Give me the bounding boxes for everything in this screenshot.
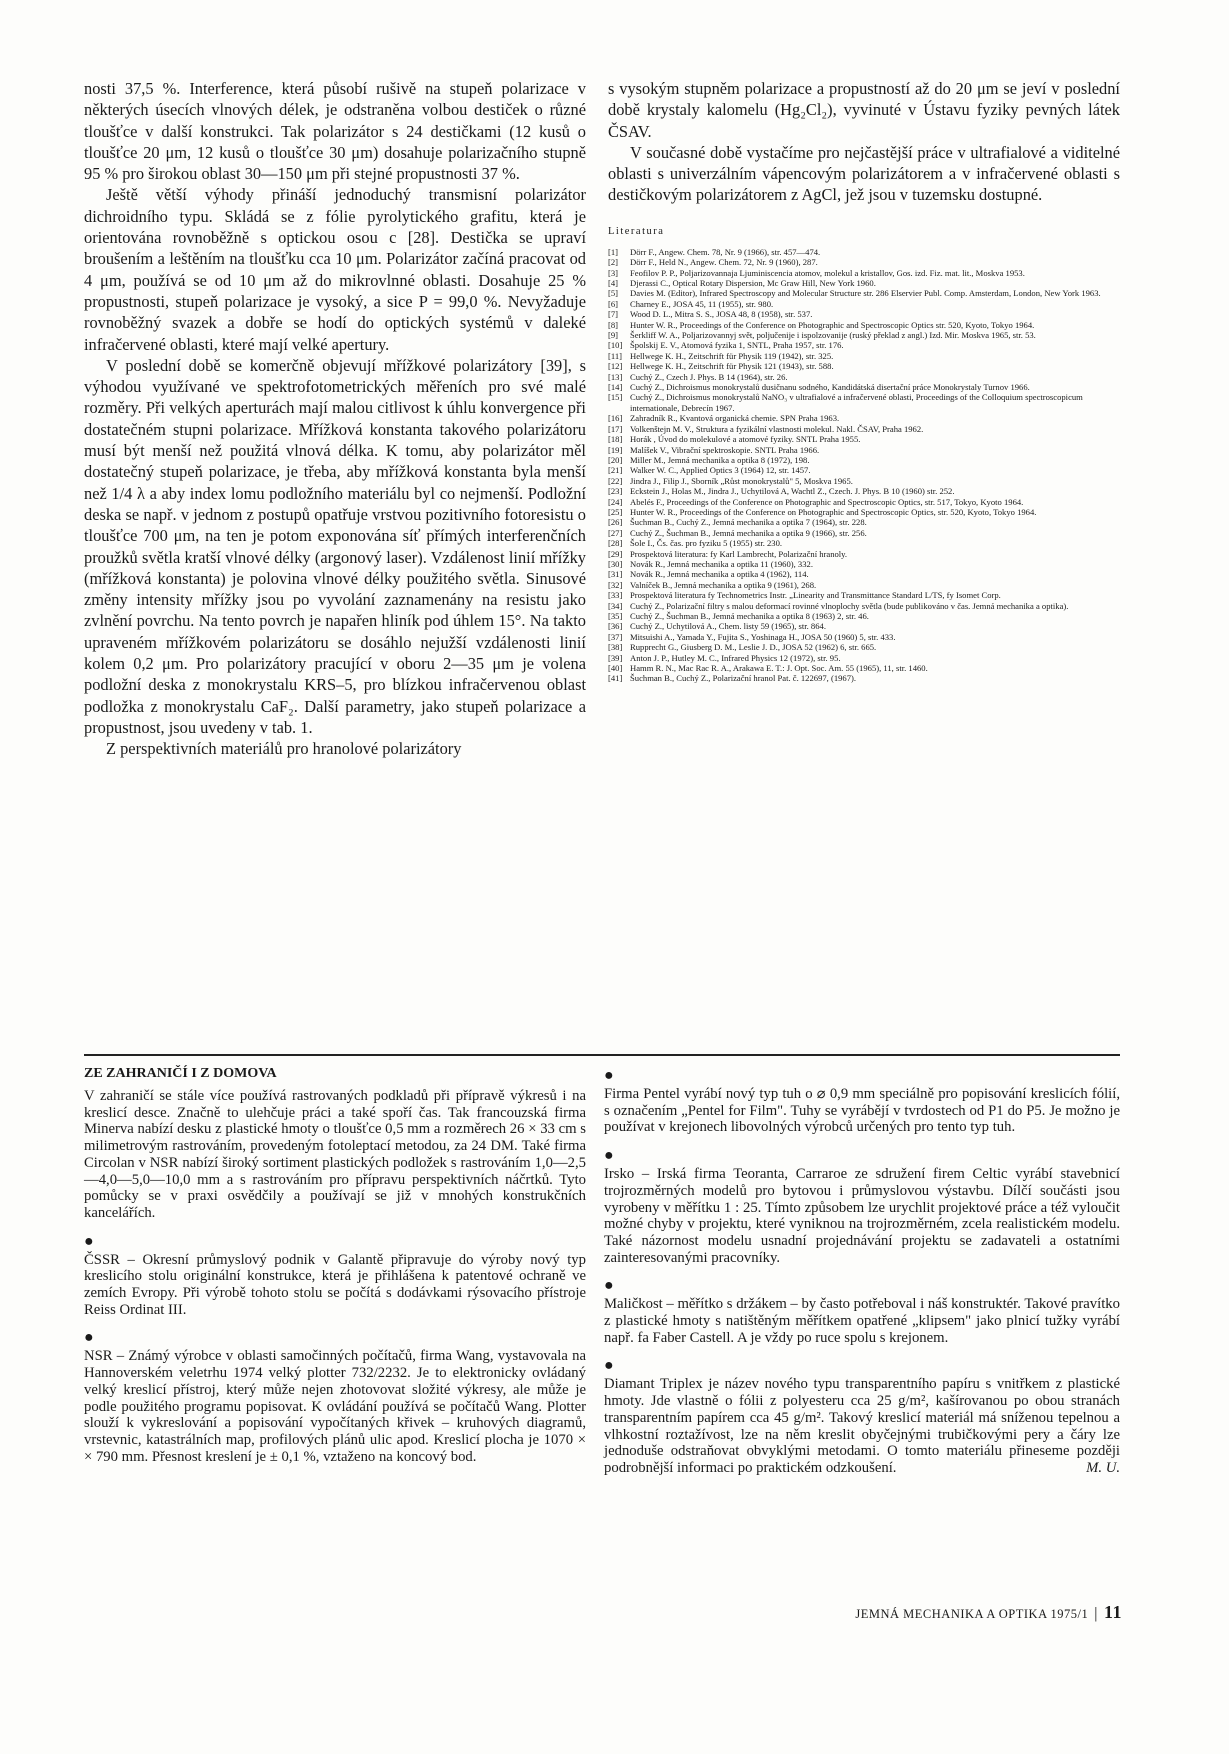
reference-item xyxy=(608,434,1120,444)
article-paragraph: Ještě větší výhody přináší jednoduchý transmisní polarizátor dichroidního typu. Skládá se z fólie pyrolytického grafitu, která je orientována rovnoběžně s optickou osou c [28]. Destička se upraví broušením a leštěním na tloušťku cca 10 μm. Polarizátor začíná pracovat od 4 μm, používá se od 10 μm až do mikrovlnné oblasti. Dosahuje 25 % propustnosti, stupeň polarizace je vysoký, a sice P = 99,0 %. Nevyžaduje rovnoběžný svazek a dobře se hodí do optických systémů v daleké infračervené oblasti, které mají velké apertury. xyxy=(84,185,586,354)
bullet-icon: ● xyxy=(604,1357,614,1375)
reference-text: Prospektová literatura fy Technometrics Instr. „Linearity and Transmittance Standard L/TS, fy Isomet Corp. xyxy=(630,590,1001,601)
reference-number: [23] xyxy=(608,486,623,497)
reference-number: [16] xyxy=(608,413,623,424)
reference-number: [35] xyxy=(608,611,623,621)
reference-text: Hellwege K. H., Zeitschrift für Physik 119 (1942), str. 325. xyxy=(630,350,834,361)
reference-item xyxy=(608,278,1120,288)
reference-number: [11] xyxy=(608,350,622,361)
reference-number: [6] xyxy=(608,298,619,309)
reference-item xyxy=(608,330,1120,340)
reference-item xyxy=(608,538,1120,548)
reference-item xyxy=(608,257,1120,267)
reference-item xyxy=(608,445,1120,455)
reference-text: Novák R., Jemná mechanika a optika 11 (1960), 332. xyxy=(630,558,813,569)
reference-text: Špolskij E. V., Atomová fyzika 1, SNTL, Praha 1957, str. 176. xyxy=(630,340,844,351)
reference-number: [28] xyxy=(608,538,623,549)
reference-item xyxy=(608,580,1120,590)
article-paragraph: V poslední době se komerčně objevují mřížkové polarizátory [39], s výhodou využívané ve spektrofotometrických měřeních pro své malé rozměry. Při velkých aperturách mají malou citlivost k úhlu konvergence při dostatečném stupni polarizace. Mřížková konstanta takového polarizátoru musí být menší než použitá vlnová délka. K tomu, aby polarizátor měl dostatečný stupeň polarizace, je třeba, aby mřížková konstanta byla menší než 1/4 λ a aby index lomu podložního materiálu byl co nejmenší. Podložní deska se např. v jednom z postupů opatřuje vrstvou pozitivního fotoresistu o tloušťce 700 μm, na ten je potom exponována síť přímých interferenčních proužků světla kratší vlnové délky (argonový laser). Vzdálenost linií mřížky (mřížková konstanta) je polovina vlnové délky použitého světla. Sinusové změny intensity mřížky jsou po vyvolání zaznamenány na resistu jako zvlnění povrchu. Na tento povrch je napařen hliník pod úhlem 15°. Na takto upraveném mřížkovém polarizátoru se dosáhlo nejužší vzdálenosti linií kolem 0,2 μm. Pro polarizátory pracující v oboru 2—35 μm je volena podložní deska z monokrystalu KRS–5, pro blízkou infračervenou oblast podložka z monokrystalu CaF₂. Další parametry, jako stupeň polarizace a propustnost, jsou uvedeny v tab. 1. xyxy=(84,355,586,737)
reference-item xyxy=(608,507,1120,517)
reference-item xyxy=(608,673,1120,683)
reference-item xyxy=(608,621,1120,631)
article-paragraph: Z perspektivních materiálů pro hranolové polarizátory xyxy=(106,739,462,759)
reference-number: [18] xyxy=(608,434,623,445)
reference-text: Charney E., JOSA 45, 11 (1955), str. 980. xyxy=(630,298,774,309)
page-number: 11 xyxy=(1103,1602,1122,1622)
reference-text: Šuchman B., Cuchý Z., Polarizační hranol Pat. č. 122697, (1967). xyxy=(630,673,857,684)
reference-number: [24] xyxy=(608,496,623,507)
bullet-icon: ● xyxy=(84,1329,94,1347)
news-item: ČSSR – Okresní průmyslový podnik v Galantě připravuje do výroby nový typ kreslicího stolu originální konstrukce, která je přihlášena k patentové ochraně ve zemích Evropy. Při výrobě tohoto stolu se počítá s dodávkami rýsovacího přístroje Reiss Ordinat III. xyxy=(84,1251,586,1318)
reference-item xyxy=(608,465,1120,475)
reference-item xyxy=(608,528,1120,538)
reference-number: [8] xyxy=(608,319,619,330)
reference-text: Anton J. P., Hutley M. C., Infrared Physics 12 (1972), str. 95. xyxy=(630,652,841,663)
reference-number: [38] xyxy=(608,642,623,653)
author-signature: M. U. xyxy=(1086,1459,1120,1476)
reference-text: Cuchý Z., Uchytilová A., Chem. listy 59 (1965), str. 864. xyxy=(630,621,826,632)
reference-number: [4] xyxy=(608,278,619,288)
reference-number: [5] xyxy=(608,288,619,299)
reference-item xyxy=(608,351,1120,361)
reference-text: Hunter W. R., Proceedings of the Conference on Photographic and Spectroscopic Optics str. 520, Kyoto, Tokyo 1964. xyxy=(630,319,1035,330)
reference-text: Šerkliff W. A., Poljarizovannyj svět, poljučenije i ispolzovanije (ruský překlad z angl.) Izd. Mir. Moskva 1965, str. 53. xyxy=(630,330,1036,341)
reference-item xyxy=(608,632,1120,642)
reference-item xyxy=(608,392,1120,413)
reference-number: [21] xyxy=(608,465,623,476)
reference-text: Cuchý Z., Dichroismus monokrystalů NaNO₃ v ultrafialové a infračervené oblasti, Proceedings of the Colloquium spectroscopicum internationale, Debrecín 1967. xyxy=(630,392,1083,413)
reference-item xyxy=(608,361,1120,371)
news-column-left xyxy=(84,1066,586,1465)
reference-number: [32] xyxy=(608,579,623,590)
reference-number: [14] xyxy=(608,382,623,393)
news-item: Irsko – Irská firma Teoranta, Carraroe ze sdružení firem Celtic vyrábí stavebnicí trojrozměrných modelů pro bytovou i průmyslovou výstavbu. Dílčí součásti jsou vyrobeny v měřítku 1 : 25. Tímto způsobem lze urychlit projektové práce a též vyloučit možné chyby v projektu, které vyniknou na trojrozměrném, zcela realistickém modelu. Také názornost modelu usnadní projednávání projektu se zadavateli a ostatními zainteresovanými pracovníky. xyxy=(604,1166,1120,1266)
reference-text: Prospektová literatura: fy Karl Lambrecht, Polarizační hranoly. xyxy=(630,548,848,559)
reference-text: Novák R., Jemná mechanika a optika 4 (1962), 114. xyxy=(630,569,809,580)
reference-text: Zahradník R., Kvantová organická chemie. SPN Praha 1963. xyxy=(630,413,840,424)
reference-number: [20] xyxy=(608,454,623,465)
bullet-icon: ● xyxy=(84,1232,94,1250)
reference-text: Šuchman B., Cuchý Z., Jemná mechanika a optika 7 (1964), str. 228. xyxy=(630,517,867,528)
reference-item xyxy=(608,497,1120,507)
reference-item xyxy=(608,569,1120,579)
reference-number: [3] xyxy=(608,267,619,278)
reference-number: [25] xyxy=(608,506,623,517)
article-column-right xyxy=(608,78,1120,684)
news-item: V zahraničí se stále více používá rastrovaných podkladů při přípravě výkresů i na kreslicí desce. Značně to ulehčuje práci a také spoří čas. Tak francouzská firma Minerva nabízí desku z plastické hmoty o tloušťce 0,5 mm a rozměrech 26 × 33 cm s milimetrovým rastrováním, provedeným fotoleptací metodou, za 24 DM. Také firma Circolan v NSR nabízí široký sortiment plastických podložek s rastrováním 1,0—2,5—4,0—5,0—10,0 mm a s rastrováním pro přípravu perspektivních náčrtků. Tyto pomůcky se v praxi osvědčily a používají se již v mnohých konstrukčních kancelářích. xyxy=(84,1088,586,1221)
news-section-title: ZE ZAHRANIČÍ I Z DOMOVA xyxy=(84,1066,277,1081)
reference-number: [30] xyxy=(608,558,623,569)
reference-text: Cuchý Z., Czech J. Phys. B 14 (1964), str. 26. xyxy=(630,371,788,382)
news-item: Maličkost – měřítko s držákem – by často potřeboval i náš konstruktér. Takové pravítko z plastické hmoty s natištěným měřítkem opatřené „klipsem" jako plnicí tužky vyrábí např. fa Faber Castell. A je vždy po ruce spolu s krejonem. xyxy=(604,1296,1120,1346)
reference-text: Abelés F., Proceedings of the Conference on Photographic and Spectroscopic Optics, str. 517, Tokyo, Kyoto 1964. xyxy=(630,496,1024,507)
reference-text: Horák , Úvod do molekulové a atomové fyziky. SNTL Praha 1955. xyxy=(630,434,861,445)
reference-number: [37] xyxy=(608,631,623,642)
reference-text: Cuchý Z., Dichroismus monokrystalů dusičnanu sodného, Kandidátská disertační práce Monokrystaly Turnov 1966. xyxy=(630,382,1030,393)
bullet-icon: ● xyxy=(604,1067,614,1084)
reference-text: Mitsuishi A., Yamada Y., Fujita S., Yoshinaga H., JOSA 50 (1960) 5, str. 433. xyxy=(630,631,896,642)
reference-text: Feofilov P. P., Poljarizovannaja Ljuminiscencia atomov, molekul a kristallov, Gos. izd. Fiz. mat. lit., Moskva 1953. xyxy=(630,267,1025,278)
reference-item xyxy=(608,340,1120,350)
reference-text: Dörr F., Held N., Angew. Chem. 72, Nr. 9 (1960), 287. xyxy=(630,257,818,268)
reference-number: [7] xyxy=(608,309,619,320)
reference-number: [31] xyxy=(608,569,623,580)
reference-text: Šole I., Čs. čas. pro fyziku 5 (1955) str. 230. xyxy=(630,538,783,549)
reference-number: [10] xyxy=(608,340,623,351)
article-column-left xyxy=(84,78,586,760)
reference-number: [29] xyxy=(608,548,623,559)
article-paragraph: nosti 37,5 %. Interference, která působí rušivě na stupeň polarizace v některých úsecích vlnových délek, je odstraněna volbou destiček o různé tloušťce v další konstrukci. Tak polarizátor s 24 destičkami (12 kusů o tloušťce 20 μm, 12 kusů o tloušťce 30 μm) dosahuje polarizačního stupně 95 % pro širokou oblast 30—150 μm při stejné propustnosti 37 %. xyxy=(84,79,586,184)
reference-number: [12] xyxy=(608,361,623,372)
reference-item xyxy=(608,642,1120,652)
reference-number: [36] xyxy=(608,621,623,632)
reference-text: Davies M. (Editor), Infrared Spectroscopy and Molecular Structure str. 286 Elservier Publ. Comp. Amsterdam, London, New York 1963. xyxy=(630,288,1101,299)
reference-item xyxy=(608,288,1120,298)
reference-item xyxy=(608,268,1120,278)
article-paragraph: V současné době vystačíme pro nejčastější práce v ultrafialové a viditelné oblasti s univerzálním vápencovým polarizátorem a v infračervené oblasti s destičkovým polarizátorem z AgCl, jež jsou v tuzemsku dostupné. xyxy=(608,142,1120,205)
reference-item xyxy=(608,663,1120,673)
reference-text: Wood D. L., Mitra S. S., JOSA 48, 8 (1958), str. 537. xyxy=(630,309,813,320)
reference-text: Eckstein J., Holas M., Jindra J., Uchytilová A, Wachtl Z., Czech. J. Phys. B 10 (1960) str. 252. xyxy=(630,486,955,497)
footer-divider: | xyxy=(1094,1605,1098,1622)
literature-heading: Literatura xyxy=(608,225,665,237)
reference-number: [34] xyxy=(608,600,623,611)
reference-item xyxy=(608,320,1120,330)
reference-text: Hunter W. R., Proceedings of the Conference on Photographic and Spectroscopic Optics, str. 520, Kyoto, Tokyo 1964. xyxy=(630,506,1037,517)
reference-item xyxy=(608,611,1120,621)
article-paragraph: s vysokým stupněm polarizace a propustností až do 20 μm se jeví v poslední době krystaly kalomelu (Hg₂Cl₂), vyvinuté v Ústavu fyziky pevných látek ČSAV. xyxy=(608,79,1120,141)
reference-item xyxy=(608,476,1120,486)
reference-number: [41] xyxy=(608,673,623,684)
reference-number: [40] xyxy=(608,663,623,674)
reference-item xyxy=(608,247,1120,257)
reference-text: Walker W. C., Applied Optics 3 (1964) 12, str. 1457. xyxy=(630,465,811,476)
reference-text: Cuchý Z., Šuchman B., Jemná mechanika a optika 9 (1966), str. 256. xyxy=(630,527,867,538)
reference-text: Rupprecht G., Giusberg D. M., Leslie J. D., JOSA 52 (1962) 6, str. 665. xyxy=(630,642,877,653)
reference-number: [19] xyxy=(608,444,623,455)
reference-number: [27] xyxy=(608,527,623,538)
reference-number: [9] xyxy=(608,330,619,341)
reference-text: Miller M., Jemná mechanika a optika 8 (1972), 198. xyxy=(630,454,810,465)
page-footer xyxy=(760,1602,1122,1623)
reference-number: [26] xyxy=(608,517,623,528)
reference-text: Hamm R. N., Mac Rac R. A., Arakawa E. T.: J. Opt. Soc. Am. 55 (1965), 11, str. 1460. xyxy=(630,663,928,674)
news-item: NSR – Známý výrobce v oblasti samočinných počítačů, firma Wang, vystavovala na Hannoverském veletrhu 1974 velký plotter 732/2232. Je to elektronicky ovládaný velký kreslicí přístroj, který může nejen zhotovovat složité výkresy, ale může je podle použitého programu popisovat. K ovládání používá se počítačů Wang. Plotter slouží k vykreslování a popisování vypočítaných křivek – kruhových diagramů, vrstevnic, katastrálních map, profilových plánů ulic apod. Kreslicí plocha je 1070 × × 790 mm. Přesnost kreslení je ± 0,1 %, vztaženo na koncový bod. xyxy=(84,1348,586,1465)
reference-text: Hellwege K. H., Zeitschrift für Physik 121 (1943), str. 588. xyxy=(630,361,834,372)
reference-item xyxy=(608,424,1120,434)
news-item-text: Diamant Triplex je název nového typu transparentního papíru s vnitřkem z plastické hmoty. Jde vlastně o fólii z polyesteru cca 25 g/m², kašírovanou po obou stranách transparentním papírem cca 45 g/m². Takový kreslicí materiál má sníženou tepelnou a vlhkostní roztažívost, lze na něm kreslit obyčejnými trubičkovými pery a čáry lze jednoduše odstraňovat obvyklými metodami. O tomto materiálu přineseme později podrobnější informaci po praktickém odzkoušení. xyxy=(604,1376,1120,1476)
reference-item xyxy=(608,590,1120,600)
news-column-right xyxy=(604,1066,1120,1477)
reference-item xyxy=(608,601,1120,611)
bullet-icon: ● xyxy=(604,1147,614,1165)
news-item xyxy=(604,1376,1120,1476)
reference-item xyxy=(608,549,1120,559)
reference-item xyxy=(608,413,1120,423)
reference-item xyxy=(608,653,1120,663)
reference-text: Malíšek V., Vibrační spektroskopie. SNTL Praha 1966. xyxy=(630,444,820,455)
reference-item xyxy=(608,299,1120,309)
reference-item xyxy=(608,559,1120,569)
news-item: Firma Pentel vyrábí nový typ tuh o ⌀ 0,9 mm speciálně pro popisování kreslicích fólií, s označením „Pentel for Film". Tuhy se vyrábějí v tvrdostech od P1 do P5. Je možno je používat v krejonech libovolných výrobců určených pro tento typ tuh. xyxy=(604,1086,1120,1136)
reference-text: Djerassi C., Optical Rotary Dispersion, Mc Graw Hill, New York 1960. xyxy=(630,278,876,288)
reference-text: Cuchý Z., Polarizační filtry s malou deformací rovinné vlnoplochy světla (bude publikováno v čas. Jemná mechanika a optika). xyxy=(630,600,1069,611)
reference-number: [13] xyxy=(608,371,623,382)
reference-number: [17] xyxy=(608,423,623,434)
journal-name: JEMNÁ MECHANIKA A OPTIKA 1975/1 xyxy=(855,1607,1089,1621)
section-divider xyxy=(84,1054,1120,1056)
reference-text: Volkenštejn M. V., Struktura a fyzikální vlastnosti molekul. Nakl. ČSAV, Praha 1962. xyxy=(630,423,924,434)
bullet-icon: ● xyxy=(604,1277,614,1295)
reference-number: [39] xyxy=(608,652,623,663)
reference-number: [33] xyxy=(608,590,623,601)
reference-item xyxy=(608,382,1120,392)
reference-number: [1] xyxy=(608,246,619,257)
reference-item xyxy=(608,455,1120,465)
reference-number: [2] xyxy=(608,257,619,268)
reference-list xyxy=(608,247,1120,684)
reference-item xyxy=(608,309,1120,319)
reference-text: Dörr F., Angew. Chem. 78, Nr. 9 (1966), str. 457—474. xyxy=(630,246,821,257)
reference-item xyxy=(608,486,1120,496)
reference-item xyxy=(608,372,1120,382)
reference-number: [22] xyxy=(608,475,623,486)
reference-text: Valníček B., Jemná mechanika a optika 9 (1961), 268. xyxy=(630,579,817,590)
reference-number: [15] xyxy=(608,392,623,403)
reference-item xyxy=(608,517,1120,527)
reference-text: Cuchý Z., Šuchman B., Jemná mechanika a optika 8 (1963) 2, str. 46. xyxy=(630,611,869,621)
reference-text: Jindra J., Filip J., Sborník „Růst monokrystalů" 5, Moskva 1965. xyxy=(630,475,853,486)
